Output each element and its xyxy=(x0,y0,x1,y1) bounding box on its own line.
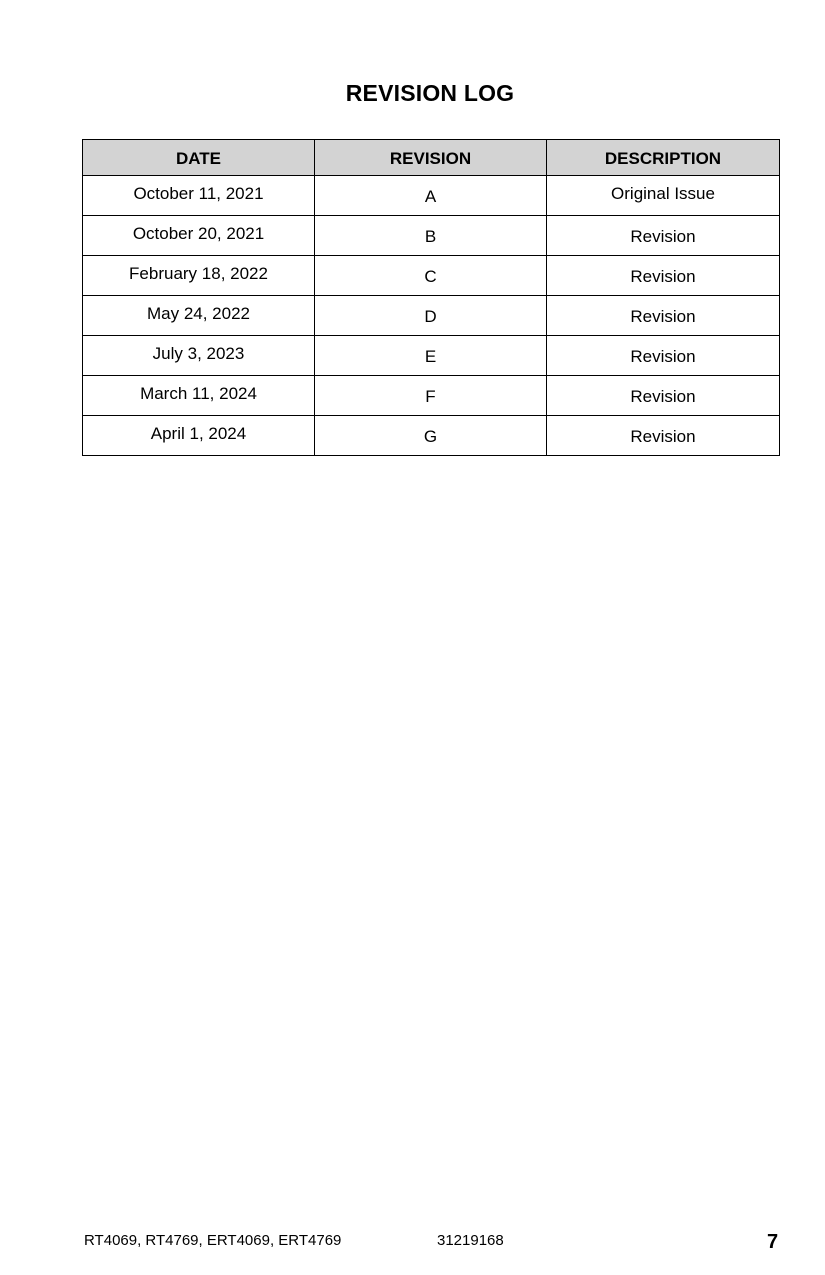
column-header-date: DATE xyxy=(83,140,315,176)
revision-log-table xyxy=(82,139,780,456)
footer-model-numbers: RT4069, RT4769, ERT4069, ERT4769 xyxy=(84,1232,342,1249)
revision-cell: A xyxy=(315,176,547,216)
table-row xyxy=(83,336,780,376)
revision-cell: G xyxy=(315,416,547,456)
date-cell: October 20, 2021 xyxy=(83,216,315,256)
column-header-description: DESCRIPTION xyxy=(547,140,780,176)
column-header-revision: REVISION xyxy=(315,140,547,176)
revision-cell: E xyxy=(315,336,547,376)
date-cell: July 3, 2023 xyxy=(83,336,315,376)
date-cell: October 11, 2021 xyxy=(83,176,315,216)
table-row xyxy=(83,376,780,416)
description-cell: Revision xyxy=(547,296,780,336)
description-cell: Revision xyxy=(547,256,780,296)
date-cell: February 18, 2022 xyxy=(83,256,315,296)
page-title: REVISION LOG xyxy=(345,80,515,106)
revision-cell: D xyxy=(315,296,547,336)
page-number: 7 xyxy=(767,1231,779,1253)
date-cell: March 11, 2024 xyxy=(83,376,315,416)
table-row xyxy=(83,416,780,456)
date-cell: April 1, 2024 xyxy=(83,416,315,456)
table-header-row xyxy=(83,140,780,176)
revision-cell: F xyxy=(315,376,547,416)
description-cell: Original Issue xyxy=(547,176,780,216)
table-row xyxy=(83,256,780,296)
footer-document-number: 31219168 xyxy=(437,1232,504,1249)
date-cell: May 24, 2022 xyxy=(83,296,315,336)
table-row xyxy=(83,296,780,336)
revision-cell: C xyxy=(315,256,547,296)
table-row xyxy=(83,176,780,216)
description-cell: Revision xyxy=(547,336,780,376)
table-row xyxy=(83,216,780,256)
description-cell: Revision xyxy=(547,216,780,256)
description-cell: Revision xyxy=(547,416,780,456)
revision-cell: B xyxy=(315,216,547,256)
description-cell: Revision xyxy=(547,376,780,416)
